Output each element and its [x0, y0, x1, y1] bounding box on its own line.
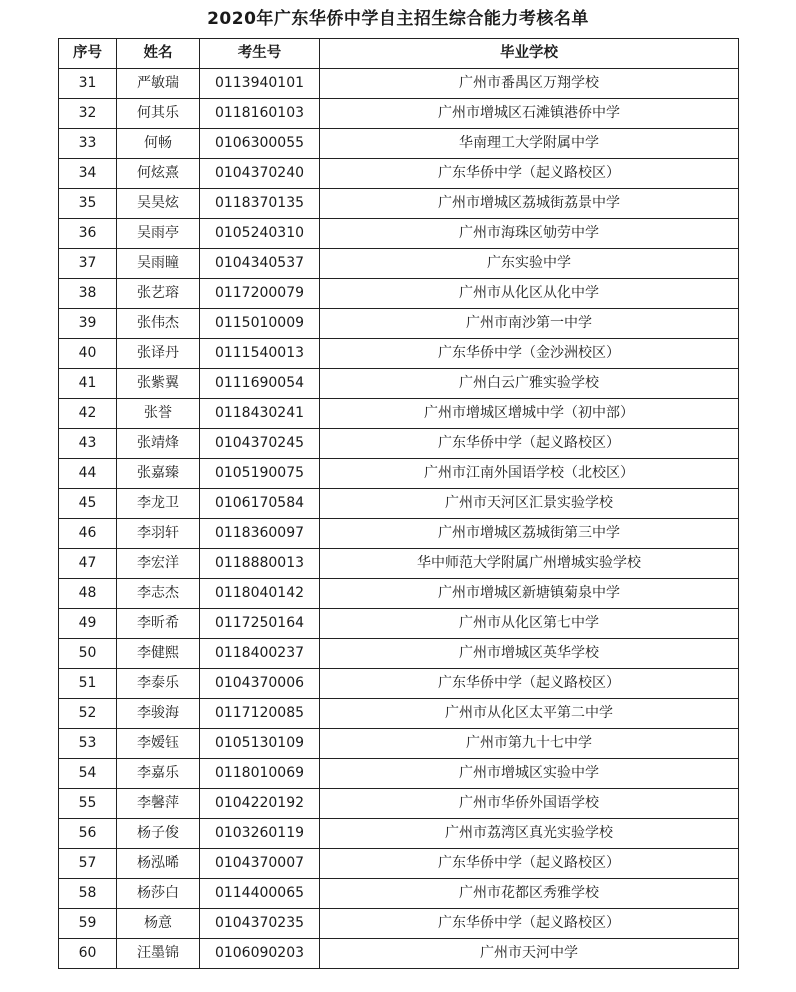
cell-candidate-id: 0104370240: [200, 159, 320, 189]
cell-name: 张靖烽: [117, 429, 200, 459]
cell-name: 李嘉乐: [117, 759, 200, 789]
table-row: [59, 189, 739, 219]
cell-school: 广州市第九十七中学: [320, 729, 739, 759]
cell-number: 52: [59, 699, 117, 729]
cell-name: 杨意: [117, 909, 200, 939]
table-row: [59, 849, 739, 879]
cell-name: 张紫翼: [117, 369, 200, 399]
table-row: [59, 549, 739, 579]
table-row: [59, 729, 739, 759]
cell-school: 广州市海珠区劬劳中学: [320, 219, 739, 249]
cell-candidate-id: 0118400237: [200, 639, 320, 669]
cell-name: 李昕希: [117, 609, 200, 639]
table-row: [59, 249, 739, 279]
table-row: [59, 399, 739, 429]
table-header-row: [59, 39, 739, 69]
cell-candidate-id: 0106090203: [200, 939, 320, 969]
cell-number: 60: [59, 939, 117, 969]
column-header-name: 姓名: [117, 39, 200, 69]
cell-number: 50: [59, 639, 117, 669]
column-header-number: 序号: [59, 39, 117, 69]
cell-school: 广州市番禺区万翔学校: [320, 69, 739, 99]
table-body: [59, 69, 739, 969]
cell-name: 李志杰: [117, 579, 200, 609]
cell-number: 41: [59, 369, 117, 399]
table-row: [59, 669, 739, 699]
table-row: [59, 489, 739, 519]
cell-school: 广东华侨中学（起义路校区）: [320, 159, 739, 189]
cell-school: 广东华侨中学（起义路校区）: [320, 429, 739, 459]
cell-number: 56: [59, 819, 117, 849]
cell-school: 广州市增城区荔城街荔景中学: [320, 189, 739, 219]
cell-name: 张伟杰: [117, 309, 200, 339]
cell-school: 广州市增城区英华学校: [320, 639, 739, 669]
table-row: [59, 69, 739, 99]
cell-name: 杨子俊: [117, 819, 200, 849]
table-row: [59, 519, 739, 549]
cell-school: 广东华侨中学（起义路校区）: [320, 849, 739, 879]
cell-candidate-id: 0104220192: [200, 789, 320, 819]
cell-candidate-id: 0118430241: [200, 399, 320, 429]
cell-candidate-id: 0105240310: [200, 219, 320, 249]
cell-school: 广东华侨中学（起义路校区）: [320, 909, 739, 939]
cell-name: 李馨萍: [117, 789, 200, 819]
cell-candidate-id: 0117200079: [200, 279, 320, 309]
cell-candidate-id: 0104370007: [200, 849, 320, 879]
cell-school: 广州市增城区新塘镇菊泉中学: [320, 579, 739, 609]
cell-name: 张译丹: [117, 339, 200, 369]
cell-name: 何畅: [117, 129, 200, 159]
cell-school: 广州市荔湾区真光实验学校: [320, 819, 739, 849]
cell-school: 广东实验中学: [320, 249, 739, 279]
cell-candidate-id: 0114400065: [200, 879, 320, 909]
cell-name: 何炫熹: [117, 159, 200, 189]
cell-candidate-id: 0118880013: [200, 549, 320, 579]
cell-name: 李宏洋: [117, 549, 200, 579]
cell-number: 34: [59, 159, 117, 189]
table-row: [59, 939, 739, 969]
table-row: [59, 279, 739, 309]
cell-number: 44: [59, 459, 117, 489]
cell-candidate-id: 0113940101: [200, 69, 320, 99]
cell-school: 广东华侨中学（起义路校区）: [320, 669, 739, 699]
cell-number: 57: [59, 849, 117, 879]
cell-school: 广州市天河区汇景实验学校: [320, 489, 739, 519]
cell-candidate-id: 0111540013: [200, 339, 320, 369]
cell-school: 广州白云广雅实验学校: [320, 369, 739, 399]
cell-number: 47: [59, 549, 117, 579]
table-row: [59, 429, 739, 459]
cell-number: 54: [59, 759, 117, 789]
cell-school: 广州市南沙第一中学: [320, 309, 739, 339]
cell-number: 40: [59, 339, 117, 369]
cell-name: 李健熙: [117, 639, 200, 669]
cell-number: 53: [59, 729, 117, 759]
cell-school: 广州市增城区石滩镇港侨中学: [320, 99, 739, 129]
cell-name: 李泰乐: [117, 669, 200, 699]
cell-candidate-id: 0106170584: [200, 489, 320, 519]
cell-number: 31: [59, 69, 117, 99]
cell-candidate-id: 0104340537: [200, 249, 320, 279]
candidate-table: [58, 38, 739, 969]
table-row: [59, 219, 739, 249]
cell-name: 李龙卫: [117, 489, 200, 519]
cell-number: 33: [59, 129, 117, 159]
cell-name: 张艺瑢: [117, 279, 200, 309]
cell-name: 吴雨亭: [117, 219, 200, 249]
table-row: [59, 309, 739, 339]
cell-name: 吴昊炫: [117, 189, 200, 219]
cell-candidate-id: 0118040142: [200, 579, 320, 609]
cell-candidate-id: 0111690054: [200, 369, 320, 399]
cell-candidate-id: 0115010009: [200, 309, 320, 339]
cell-name: 杨泓晞: [117, 849, 200, 879]
cell-school: 广州市华侨外国语学校: [320, 789, 739, 819]
cell-number: 48: [59, 579, 117, 609]
table-row: [59, 369, 739, 399]
cell-name: 张誉: [117, 399, 200, 429]
table-row: [59, 789, 739, 819]
table-row: [59, 609, 739, 639]
cell-name: 杨莎白: [117, 879, 200, 909]
cell-school: 广东华侨中学（金沙洲校区）: [320, 339, 739, 369]
table-row: [59, 159, 739, 189]
cell-number: 59: [59, 909, 117, 939]
cell-school: 广州市江南外国语学校（北校区）: [320, 459, 739, 489]
cell-name: 李骏海: [117, 699, 200, 729]
cell-name: 严敏瑞: [117, 69, 200, 99]
table-row: [59, 339, 739, 369]
table-row: [59, 699, 739, 729]
cell-number: 37: [59, 249, 117, 279]
cell-candidate-id: 0118010069: [200, 759, 320, 789]
cell-candidate-id: 0118370135: [200, 189, 320, 219]
cell-candidate-id: 0117120085: [200, 699, 320, 729]
cell-number: 38: [59, 279, 117, 309]
table-row: [59, 909, 739, 939]
column-header-school: 毕业学校: [320, 39, 739, 69]
cell-candidate-id: 0104370006: [200, 669, 320, 699]
cell-school: 广州市天河中学: [320, 939, 739, 969]
column-header-candidate-id: 考生号: [200, 39, 320, 69]
cell-school: 广州市从化区第七中学: [320, 609, 739, 639]
cell-number: 36: [59, 219, 117, 249]
cell-school: 广州市从化区太平第二中学: [320, 699, 739, 729]
table-row: [59, 579, 739, 609]
cell-name: 张嘉臻: [117, 459, 200, 489]
document-title: 2020年广东华侨中学自主招生综合能力考核名单: [207, 9, 589, 29]
cell-name: 李羽轩: [117, 519, 200, 549]
table-row: [59, 759, 739, 789]
cell-number: 46: [59, 519, 117, 549]
cell-number: 43: [59, 429, 117, 459]
cell-candidate-id: 0118160103: [200, 99, 320, 129]
table-row: [59, 819, 739, 849]
cell-number: 39: [59, 309, 117, 339]
cell-name: 汪墨锦: [117, 939, 200, 969]
cell-school: 华中师范大学附属广州增城实验学校: [320, 549, 739, 579]
cell-school: 广州市从化区从化中学: [320, 279, 739, 309]
cell-school: 华南理工大学附属中学: [320, 129, 739, 159]
cell-number: 35: [59, 189, 117, 219]
table-row: [59, 459, 739, 489]
cell-school: 广州市花都区秀雅学校: [320, 879, 739, 909]
cell-number: 42: [59, 399, 117, 429]
cell-number: 45: [59, 489, 117, 519]
cell-name: 李嫒钰: [117, 729, 200, 759]
cell-school: 广州市增城区实验中学: [320, 759, 739, 789]
table-row: [59, 129, 739, 159]
table-row: [59, 99, 739, 129]
cell-number: 58: [59, 879, 117, 909]
table-row: [59, 879, 739, 909]
cell-number: 32: [59, 99, 117, 129]
cell-candidate-id: 0104370235: [200, 909, 320, 939]
cell-candidate-id: 0104370245: [200, 429, 320, 459]
cell-school: 广州市增城区增城中学（初中部）: [320, 399, 739, 429]
cell-school: 广州市增城区荔城街第三中学: [320, 519, 739, 549]
cell-candidate-id: 0117250164: [200, 609, 320, 639]
table-row: [59, 639, 739, 669]
cell-candidate-id: 0106300055: [200, 129, 320, 159]
cell-candidate-id: 0105190075: [200, 459, 320, 489]
cell-candidate-id: 0105130109: [200, 729, 320, 759]
cell-candidate-id: 0103260119: [200, 819, 320, 849]
cell-number: 55: [59, 789, 117, 819]
cell-candidate-id: 0118360097: [200, 519, 320, 549]
cell-number: 49: [59, 609, 117, 639]
cell-name: 吴雨瞳: [117, 249, 200, 279]
cell-name: 何其乐: [117, 99, 200, 129]
cell-number: 51: [59, 669, 117, 699]
